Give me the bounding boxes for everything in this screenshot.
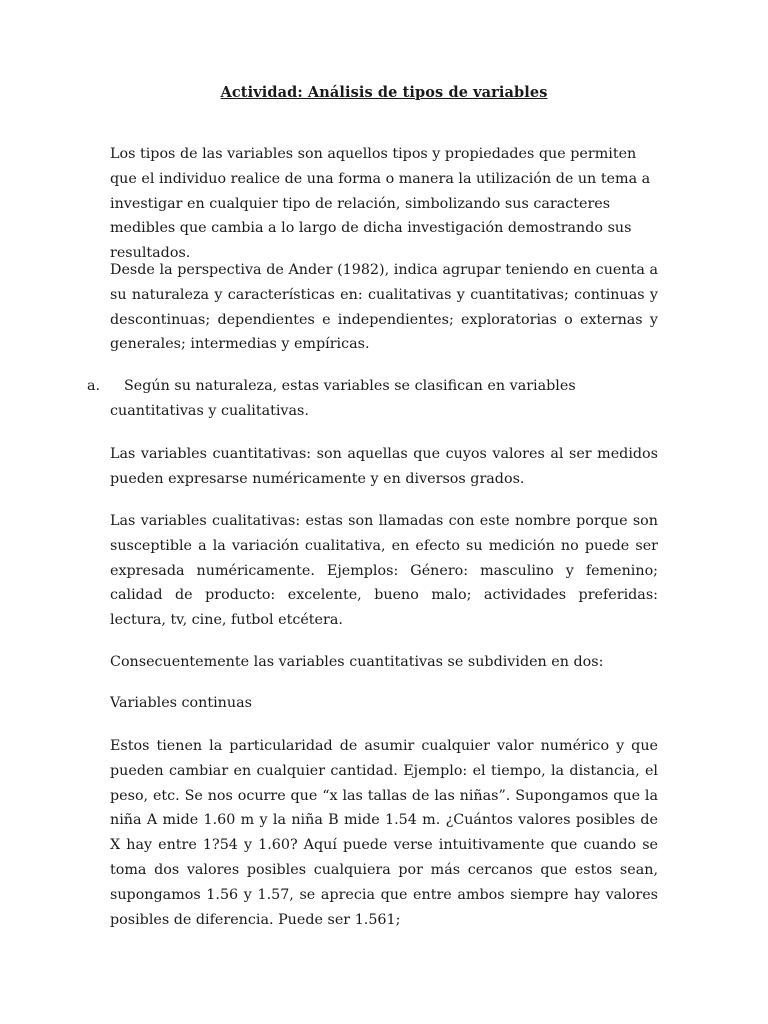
document-title: Actividad: Análisis de tipos de variables (220, 84, 548, 101)
list-item-a (87, 374, 658, 424)
paragraph-cualitativas: Las variables cualitativas: estas son llamadas con este nombre porque son susceptible a la variación cualitativa, en efecto su medición no puede ser expresada numéricamente. Ejemplos: Género: masculino y femenino; calidad de producto: excelente, bueno malo; actividades preferidas: lectura, tv, cine, futbol etcétera. (110, 513, 658, 629)
list-marker: a. (87, 378, 101, 394)
paragraph-naturaleza: Según su naturaleza, estas variables se clasifican en variables cuantitativas y cualitativas. (110, 378, 576, 419)
paragraph-subdivision: Consecuentemente las variables cuantitativas se subdividen en dos: (110, 654, 604, 670)
heading-variables-continuas: Variables continuas (110, 695, 252, 711)
paragraph-intro: Los tipos de las variables son aquellos tipos y propiedades que permiten que el individuo realice de una forma o manera la utilización de un tema a investigar en cualquier tipo de relación, simbolizando sus caracteres medibles que cambia a lo largo de dicha investigación demostrando sus resultados. (110, 146, 651, 262)
paragraph-ander: Desde la perspectiva de Ander (1982), indica agrupar teniendo en cuenta a su naturaleza y características en: cualitativas y cuantitativas; continuas y descontinuas; dependientes e independientes; exploratorias o externas y generales; intermedias y empíricas. (110, 262, 658, 353)
document-page (87, 0, 658, 1024)
paragraph-continuas: Estos tienen la particularidad de asumir cualquier valor numérico y que pueden cambiar en cualquier cantidad. Ejemplo: el tiempo, la distancia, el peso, etc. Se nos ocurre que “x las tallas de las niñas”. Supongamos que la niña A mide 1.60 m y la niña B mide 1.54 m. ¿Cuántos valores posibles de X hay entre 1?54 y 1.60? Aquí puede verse intuitivamente que cuando se toma dos valores posibles cualquiera por más cercanos que estos sean, supongamos 1.56 y 1.57, se aprecia que entre ambos siempre hay valores posibles de diferencia. Puede ser 1.561; (110, 738, 658, 928)
paragraph-cuantitativas: Las variables cuantitativas: son aquellas que cuyos valores al ser medidos pueden expresarse numéricamente y en diversos grados. (110, 446, 658, 487)
